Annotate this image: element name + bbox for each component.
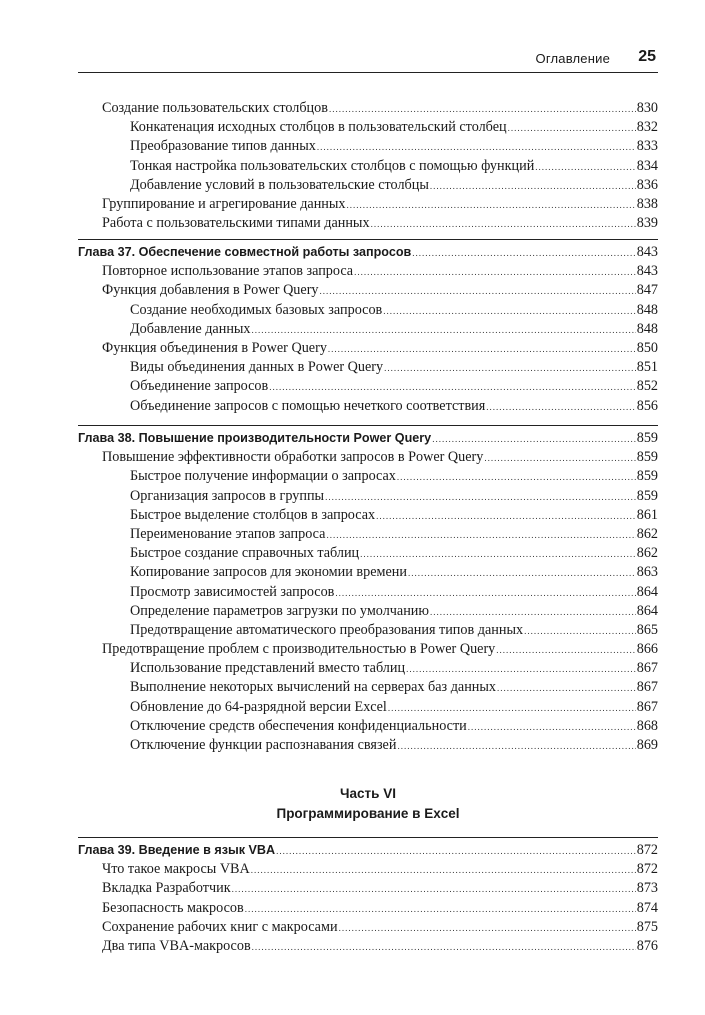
toc-entry[interactable]	[78, 737, 658, 756]
toc-entry-page: 861	[636, 506, 658, 523]
toc-entry-page: 851	[636, 359, 658, 376]
part-title: Программирование в Excel	[276, 806, 460, 821]
toc-entry[interactable]	[78, 603, 658, 622]
dot-leader	[486, 402, 635, 412]
toc-entry[interactable]	[78, 679, 658, 698]
section-title: Оглавление	[535, 51, 610, 66]
toc-entry-page: 867	[636, 698, 658, 715]
dot-leader	[347, 200, 636, 210]
toc-entry[interactable]	[78, 282, 658, 301]
dot-leader	[320, 286, 636, 296]
toc-entry-title: Добавление условий в пользовательские столбцы	[130, 176, 429, 193]
toc-entry-title: Создание пользовательских столбцов	[102, 100, 328, 116]
toc-entry[interactable]	[78, 660, 658, 679]
chapter-heading[interactable]	[78, 244, 658, 263]
toc-entry-page: 833	[636, 138, 658, 155]
toc-entry-page: 848	[636, 301, 658, 318]
toc-entry-title: Что такое макросы VBA	[102, 861, 250, 878]
dot-leader	[371, 219, 636, 229]
toc-entry-page: 848	[636, 320, 658, 337]
toc-entry[interactable]	[78, 507, 658, 526]
toc-entry-page: 852	[636, 378, 658, 395]
toc-entry-title: Организация запросов в группы	[130, 487, 325, 504]
page-number: 25	[638, 48, 656, 65]
toc-entry[interactable]	[78, 177, 658, 196]
toc-entry-title: Повышение эффективности обработки запросов в Power Query	[102, 449, 484, 466]
toc-entry-title: Функция объединения в Power Query	[102, 339, 327, 356]
toc-entry-title: Работа с пользовательскими типами данных	[102, 215, 370, 232]
dot-leader	[397, 472, 636, 482]
toc-entry-page: 873	[636, 880, 658, 897]
toc-entry-page: 859	[636, 449, 658, 466]
dot-leader	[329, 104, 636, 114]
dot-leader	[432, 434, 636, 444]
toc-entry[interactable]	[78, 398, 658, 417]
toc-entry[interactable]	[78, 584, 658, 603]
toc-entry-page: 856	[636, 397, 658, 414]
toc-chapter-38	[78, 430, 658, 756]
toc-entry-page: 859	[636, 487, 658, 504]
toc-entry-title: Отключение функции распознавания связей	[130, 737, 397, 753]
toc-entry-title: Конкатенация исходных столбцов в пользовательский столбец	[130, 119, 507, 136]
dot-leader	[496, 645, 635, 655]
toc-entry-title: Выполнение некоторых вычислений на серверах баз данных	[130, 679, 497, 696]
toc-entry-title: Два типа VBA-макросов	[102, 937, 251, 954]
toc-entry-page: 866	[636, 641, 658, 658]
part-number: Часть VI	[340, 786, 396, 801]
dot-leader	[339, 923, 636, 933]
dot-leader	[376, 511, 636, 521]
dot-leader	[354, 267, 636, 277]
dot-leader	[276, 846, 636, 856]
toc-entry-page: 847	[636, 282, 658, 299]
toc-entry[interactable]	[78, 468, 658, 487]
toc-entry-page: 832	[636, 119, 658, 136]
toc-entry[interactable]	[78, 119, 658, 138]
dot-leader	[245, 904, 636, 914]
toc-entry[interactable]	[78, 158, 658, 177]
dot-leader	[383, 306, 635, 316]
toc-entry-title: Повторное использование этапов запроса	[102, 263, 354, 280]
toc-entry-title: Обновление до 64-разрядной версии Excel	[130, 698, 387, 715]
dot-leader	[406, 664, 636, 674]
toc-entry-title: Объединение запросов с помощью нечеткого соответствия	[130, 397, 486, 414]
dot-leader	[430, 181, 636, 191]
toc-entry[interactable]	[78, 564, 658, 583]
toc-entry-title: Быстрое выделение столбцов в запросах	[130, 506, 376, 523]
toc-entry-title: Просмотр зависимостей запросов	[130, 583, 335, 600]
toc-entry-page: 862	[636, 525, 658, 542]
toc-entry-page: 869	[636, 737, 658, 753]
toc-entry-page: 830	[636, 100, 658, 116]
chapter-divider	[78, 837, 658, 838]
toc-entry-page: 864	[636, 583, 658, 600]
toc-entry-page: 834	[636, 157, 658, 174]
toc-entry-title: Создание необходимых базовых запросов	[130, 301, 383, 318]
dot-leader	[388, 703, 636, 713]
toc-entry-title: Глава 37. Обеспечение совместной работы запросов	[78, 245, 412, 259]
dot-leader	[497, 683, 636, 693]
dot-leader	[269, 382, 635, 392]
toc-entry-page: 875	[636, 918, 658, 935]
toc-entry-page: 872	[636, 861, 658, 878]
dot-leader	[328, 344, 636, 354]
toc-entry-title: Группирование и агрегирование данных	[102, 195, 346, 212]
toc-chapter-39	[78, 842, 658, 957]
toc-entry[interactable]	[78, 622, 658, 641]
toc-entry[interactable]	[78, 340, 658, 359]
toc-entry[interactable]	[78, 919, 658, 938]
toc-entry-page: 859	[636, 430, 658, 446]
dot-leader	[484, 453, 635, 463]
toc-group-continued	[78, 100, 658, 234]
toc-entry[interactable]	[78, 641, 658, 660]
toc-entry-page: 859	[636, 468, 658, 485]
toc-entry[interactable]	[78, 100, 658, 119]
toc-entry[interactable]	[78, 900, 658, 919]
toc-entry-title: Преобразование типов данных	[130, 138, 316, 155]
toc-entry-title: Тонкая настройка пользовательских столбцов с помощью функций	[130, 157, 535, 174]
toc-entry-page: 872	[636, 842, 658, 858]
toc-entry-title: Отключение средств обеспечения конфиденциальности	[130, 717, 467, 734]
toc-entry[interactable]	[78, 938, 658, 957]
dot-leader	[251, 865, 636, 875]
chapter-heading[interactable]	[78, 842, 658, 861]
toc-entry[interactable]	[78, 196, 658, 215]
toc-entry-title: Сохранение рабочих книг с макросами	[102, 918, 338, 935]
toc-entry-title: Быстрое создание справочных таблиц	[130, 545, 360, 562]
dot-leader	[430, 607, 636, 617]
toc-entry-title: Использование представлений вместо таблиц	[130, 660, 406, 677]
toc-entry-title: Виды объединения данных в Power Query	[130, 359, 384, 376]
dot-leader	[317, 142, 636, 152]
toc-entry[interactable]	[78, 359, 658, 378]
dot-leader	[408, 568, 636, 578]
chapter-heading[interactable]	[78, 430, 658, 449]
toc-entry[interactable]	[78, 699, 658, 718]
toc-entry-page: 865	[636, 621, 658, 638]
toc-entry[interactable]	[78, 263, 658, 282]
dot-leader	[232, 884, 636, 894]
toc-entry-page: 838	[636, 195, 658, 212]
toc-entry-title: Определение параметров загрузки по умолчанию	[130, 602, 430, 619]
toc-entry-page: 862	[636, 545, 658, 562]
toc-entry-title: Предотвращение автоматического преобразования типов данных	[130, 621, 524, 638]
toc-entry-title: Копирование запросов для экономии времени	[130, 564, 407, 581]
dot-leader	[508, 123, 636, 133]
dot-leader	[360, 549, 636, 559]
toc-entry[interactable]	[78, 880, 658, 899]
toc-entry-page: 867	[636, 679, 658, 696]
toc-entry-title: Переименование этапов запроса	[130, 525, 326, 542]
toc-entry[interactable]	[78, 526, 658, 545]
toc-entry[interactable]	[78, 378, 658, 397]
toc-entry-page: 863	[636, 564, 658, 581]
toc-entry-title: Добавление данных	[130, 320, 251, 337]
toc-entry-page: 843	[636, 263, 658, 280]
toc-entry-page: 864	[636, 602, 658, 619]
toc-entry-page: 876	[636, 937, 658, 954]
toc-entry[interactable]	[78, 138, 658, 157]
toc-entry-title: Объединение запросов	[130, 378, 269, 395]
toc-entry-title: Глава 38. Повышение производительности Power Query	[78, 431, 432, 445]
toc-entry-title: Предотвращение проблем с производительностью в Power Query	[102, 641, 496, 658]
toc-entry-title: Вкладка Разработчик	[102, 880, 231, 897]
dot-leader	[524, 626, 636, 636]
toc-entry-page: 867	[636, 660, 658, 677]
toc-entry[interactable]	[78, 302, 658, 321]
chapter-divider	[78, 425, 658, 426]
toc-entry[interactable]	[78, 321, 658, 340]
toc-entry[interactable]	[78, 861, 658, 880]
toc-chapter-37	[78, 244, 658, 417]
toc-entry-page: 868	[636, 717, 658, 734]
chapter-divider	[78, 239, 658, 240]
toc-entry[interactable]	[78, 215, 658, 234]
toc-entry[interactable]	[78, 488, 658, 507]
dot-leader	[535, 162, 635, 172]
dot-leader	[384, 363, 636, 373]
toc-entry-title: Глава 39. Введение в язык VBA	[78, 843, 276, 857]
running-header	[78, 50, 658, 70]
toc-entry[interactable]	[78, 449, 658, 468]
toc-entry-page: 839	[636, 215, 658, 232]
dot-leader	[326, 530, 635, 540]
toc-entry-page: 836	[636, 176, 658, 193]
toc-entry-title: Безопасность макросов	[102, 899, 244, 916]
dot-leader	[397, 741, 635, 751]
header-rule	[78, 72, 658, 73]
toc-entry-page: 850	[636, 339, 658, 356]
toc-entry[interactable]	[78, 545, 658, 564]
toc-entry-title: Функция добавления в Power Query	[102, 282, 319, 299]
dot-leader	[325, 492, 636, 502]
toc-entry-title: Быстрое получение информации о запросах	[130, 468, 396, 485]
dot-leader	[412, 248, 635, 258]
dot-leader	[468, 722, 636, 732]
dot-leader	[335, 588, 635, 598]
dot-leader	[252, 942, 636, 952]
dot-leader	[252, 325, 636, 335]
toc-entry[interactable]	[78, 718, 658, 737]
toc-entry-page: 843	[636, 244, 658, 260]
toc-entry-page: 874	[636, 899, 658, 916]
